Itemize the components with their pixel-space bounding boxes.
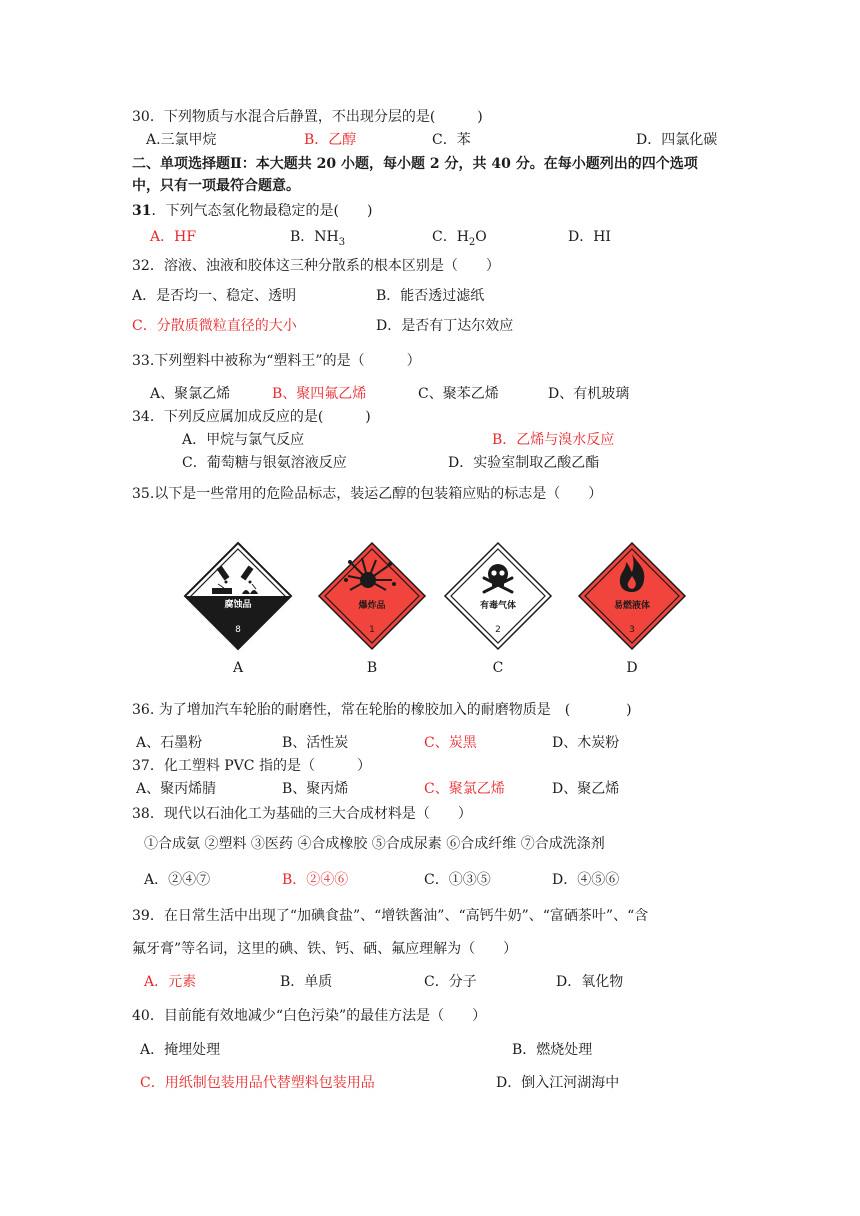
q37-option-d: D、聚乙烯 bbox=[552, 781, 620, 797]
q31-option-a: A．HF bbox=[150, 229, 197, 245]
q30-option-c: C．苯 bbox=[432, 132, 471, 148]
q39-option-d: D．氧化物 bbox=[556, 974, 624, 990]
q31-option-c-suffix: O bbox=[475, 229, 487, 245]
q40-option-a: A．掩埋处理 bbox=[140, 1042, 221, 1058]
q33-option-d: D、有机玻璃 bbox=[548, 386, 630, 402]
q36-option-a: A、石墨粉 bbox=[136, 735, 203, 751]
q34-option-a: A．甲烷与氯气反应 bbox=[182, 432, 305, 448]
q31-option-b bbox=[290, 227, 345, 253]
q40-option-d: D．倒入江河湖海中 bbox=[496, 1075, 620, 1091]
q34-stem: 34．下列反应属加成反应的是( ) bbox=[132, 409, 371, 425]
q38-option-a: A．②④⑦ bbox=[144, 872, 211, 888]
sign-c-number: 2 bbox=[495, 625, 501, 635]
sign-a-label: A bbox=[232, 660, 244, 676]
q32-option-a: A．是否均一、稳定、透明 bbox=[132, 288, 297, 304]
q39-option-a: A．元素 bbox=[144, 974, 197, 990]
q38-option-b: B．②④⑥ bbox=[282, 872, 349, 888]
q37-stem: 37．化工塑料 PVC 指的是（ ） bbox=[132, 758, 371, 774]
sign-c-label: C bbox=[492, 660, 504, 676]
q31-option-b-subscript: 3 bbox=[338, 236, 346, 248]
q39-stem-line1: 39．在日常生活中出现了“加碘食盐”、“增铁酱油”、“高钙牛奶”、“富硒茶叶”、“含 bbox=[132, 908, 649, 924]
hazard-sign-toxic-gas bbox=[442, 540, 554, 652]
q38-stem: 38．现代以石油化工为基础的三大合成材料是（ ） bbox=[132, 806, 472, 822]
q32-option-c: C．分散质微粒直径的大小 bbox=[132, 318, 297, 334]
q33-option-a: A、聚氯乙烯 bbox=[150, 386, 231, 402]
q33-stem: 33.下列塑料中被称为“塑料王”的是（ ） bbox=[132, 353, 421, 369]
sign-d-text: 易燃液体 bbox=[613, 601, 651, 611]
q36-option-d: D、木炭粉 bbox=[552, 735, 620, 751]
q38-items: ①合成氨 ②塑料 ③医药 ④合成橡胶 ⑤合成尿素 ⑥合成纤维 ⑦合成洗涤剂 bbox=[144, 836, 605, 852]
sign-b-text: 爆炸品 bbox=[358, 601, 386, 611]
q33-option-b: B、聚四氟乙烯 bbox=[272, 386, 367, 402]
q40-option-c: C．用纸制包装用品代替塑料包装用品 bbox=[140, 1075, 375, 1091]
q30-stem: 30．下列物质与水混合后静置，不出现分层的是( ) bbox=[132, 109, 483, 125]
q31-number: 31 bbox=[132, 203, 152, 219]
q31-option-b-text: B．NH bbox=[290, 229, 339, 245]
q34-option-b: B．乙烯与溴水反应 bbox=[492, 432, 615, 448]
q39-option-b: B．单质 bbox=[280, 974, 333, 990]
q37-option-a: A、聚丙烯腈 bbox=[136, 781, 217, 797]
q32-stem: 32．溶液、浊液和胶体这三种分散系的根本区别是（ ） bbox=[132, 258, 500, 274]
q32-option-b: B．能否透过滤纸 bbox=[376, 288, 485, 304]
hazard-sign-explosive bbox=[316, 540, 428, 652]
q32-option-d: D．是否有丁达尔效应 bbox=[376, 318, 514, 334]
q30-option-a: A.三氯甲烷 bbox=[146, 132, 217, 148]
sign-c-text: 有毒气体 bbox=[479, 601, 517, 611]
q31-option-c-subscript: 2 bbox=[468, 236, 476, 248]
q37-option-c: C、聚氯乙烯 bbox=[424, 781, 505, 797]
q37-option-b: B、聚丙烯 bbox=[282, 781, 349, 797]
q31-stem-text: ．下列气态氢化物最稳定的是( ) bbox=[151, 203, 373, 219]
q36-stem: 36. 为了增加汽车轮胎的耐磨性，常在轮胎的橡胶加入的耐磨物质是 ( ) bbox=[132, 702, 632, 718]
q33-option-c: C、聚苯乙烯 bbox=[418, 386, 499, 402]
q39-stem-line2: 氟牙膏”等名词，这里的碘、铁、钙、硒、氟应理解为（ ） bbox=[132, 941, 518, 957]
q31-stem bbox=[132, 201, 372, 221]
q30-option-b: B．乙醇 bbox=[304, 132, 357, 148]
q34-option-c: C．葡萄糖与银氨溶液反应 bbox=[182, 455, 347, 471]
q38-option-d: D．④⑤⑥ bbox=[552, 872, 620, 888]
q39-option-c: C．分子 bbox=[424, 974, 477, 990]
q38-option-c: C．①③⑤ bbox=[424, 872, 491, 888]
section2-heading-line2: 中，只有一项最符合题意。 bbox=[132, 178, 300, 194]
sign-d-number: 3 bbox=[629, 625, 635, 635]
q40-option-b: B．燃烧处理 bbox=[512, 1042, 593, 1058]
q31-option-d: D．HI bbox=[568, 229, 611, 245]
sign-a-number: 8 bbox=[235, 625, 241, 635]
q34-option-d: D．实验室制取乙酸乙酯 bbox=[448, 455, 600, 471]
section2-heading-line1: 二、单项选择题Ⅱ：本大题共 20 小题，每小题 2 分，共 40 分。在每小题列出的四个选项 bbox=[132, 156, 698, 172]
hazard-sign-corrosive bbox=[182, 540, 294, 652]
q30-option-d: D．四氯化碳 bbox=[636, 132, 718, 148]
hazard-sign-flammable-liquid bbox=[576, 540, 688, 652]
q36-option-b: B、活性炭 bbox=[282, 735, 349, 751]
sign-a-text: 腐蚀品 bbox=[224, 600, 252, 610]
q31-option-c bbox=[432, 227, 487, 253]
sign-b-label: B bbox=[366, 660, 378, 676]
sign-d-label: D bbox=[626, 660, 638, 676]
q31-option-c-text: C．H bbox=[432, 229, 469, 245]
sign-b-number: 1 bbox=[369, 625, 375, 635]
q40-stem: 40．目前能有效地减少“白色污染”的最佳方法是（ ） bbox=[132, 1008, 487, 1024]
q35-stem: 35.以下是一些常用的危险品标志，装运乙醇的包装箱应贴的标志是（ ） bbox=[132, 486, 603, 502]
q36-option-c: C、炭黑 bbox=[424, 735, 477, 751]
